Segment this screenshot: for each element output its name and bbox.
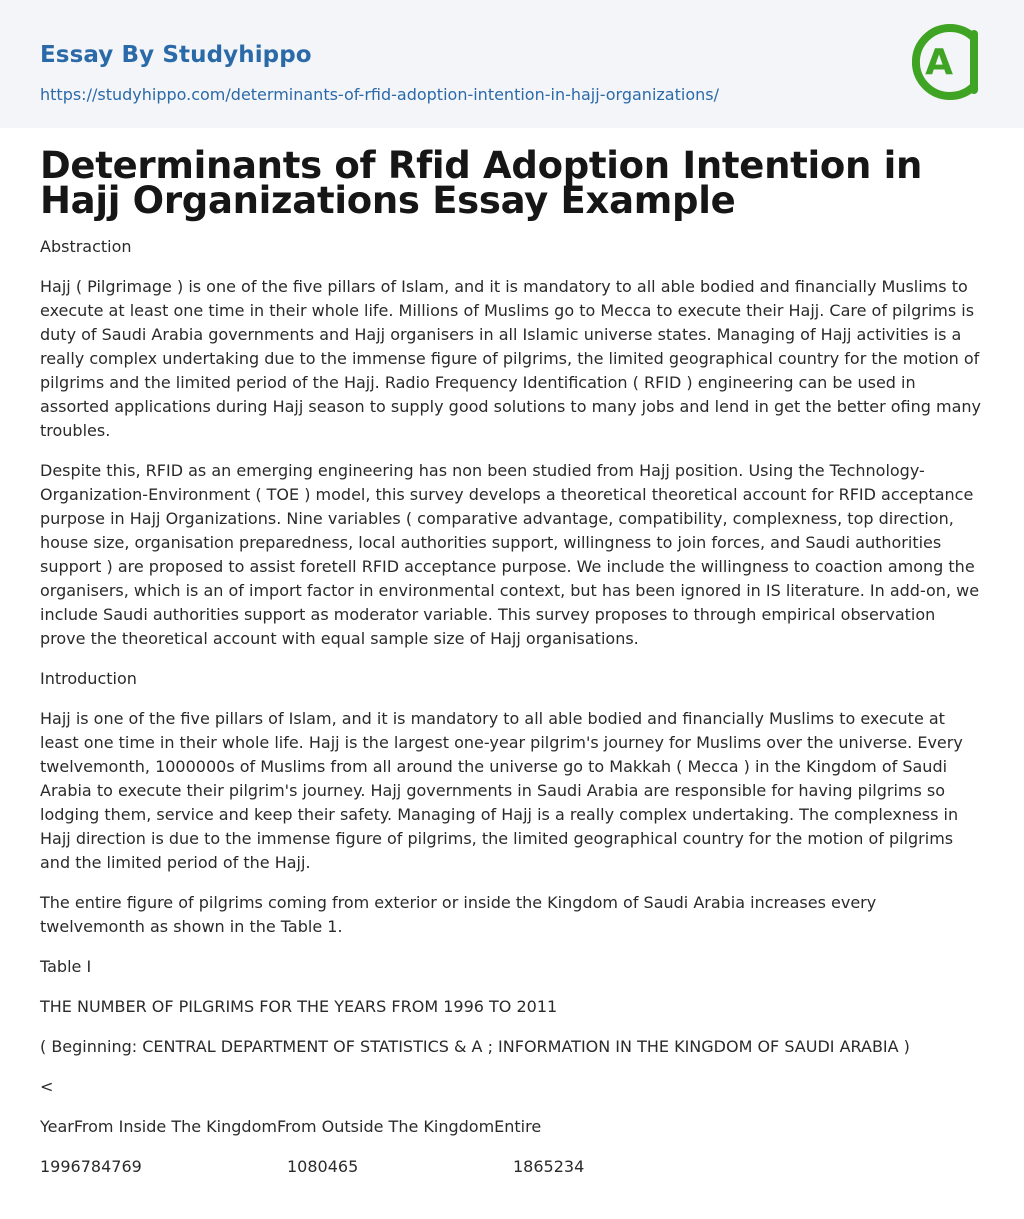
introduction-paragraph-1: Hajj is one of the five pillars of Islam, and it is mandatory to all able bodied and financially Muslims to execute at least one time in their whole life. Hajj is the largest one-year pilgrim's journey for Muslims over the universe. Every twelvemonth, 1000000s of Muslims from all around the universe go to Makkah ( Mecca ) in the Kingdom of Saudi Arabia to execute their pilgrim's journey. Hajj governments in Saudi Arabia are responsible for having pilgrims so lodging them, service and keep their safety. Managing of Hajj is a really complex undertaking. The complexness in Hajj direction is due to the immense figure of pilgrims, the limited geographical country for the motion of pilgrims and the limited period of the Hajj. <box>40 709 963 872</box>
abstract-heading: Abstraction <box>40 237 132 256</box>
studyhippo-logo-icon[interactable] <box>912 18 988 106</box>
table-cell-total: 1865234 <box>513 1157 585 1176</box>
article-title: Determinants of Rfid Adoption Intention in Hajj Organizations Essay Example <box>40 144 923 222</box>
article-url-link[interactable]: https://studyhippo.com/determinants-of-rfid-adoption-intention-in-hajj-organizations/ <box>40 85 719 104</box>
site-header <box>0 0 1024 128</box>
abstract-paragraph-2: Despite this, RFID as an emerging engineering has non been studied from Hajj position. Using the Technology-Organization-Environment ( TOE ) model, this survey develops a theoretical theoretical account for RFID acceptance purpose in Hajj Organizations. Nine variables ( comparative advantage, compatibility, complexness, top direction, house size, organisation preparedness, local authorities support, willingness to join forces, and Saudi authorities support ) are proposed to assist foretell RFID acceptance purpose. We include the willingness to coaction among the organisers, which is an of import factor in environmental context, but has been ignored in IS literature. In add-on, we include Saudi authorities support as moderator variable. This survey proposes to through empirical observation prove the theoretical account with equal sample size of Hajj organisations. <box>40 461 980 648</box>
abstract-paragraph-1: Hajj ( Pilgrimage ) is one of the five pillars of Islam, and it is mandatory to all able bodied and financially Muslims to execute at least one time in their whole life. Millions of Muslims go to Mecca to execute their Hajj. Care of pilgrims is duty of Saudi Arabia governments and Hajj organisers in all Islamic universe states. Managing of Hajj activities is a really complex undertaking due to the immense figure of pilgrims, the limited geographical country for the motion of pilgrims and the limited period of the Hajj. Radio Frequency Identification ( RFID ) engineering can be used in assorted applications during Hajj season to supply good solutions to many jobs and lend in get the better ofing many troubles. <box>40 277 982 440</box>
table-row <box>40 1155 984 1179</box>
stray-character: < <box>40 1077 54 1096</box>
table-cell-year-inside: 1996784769 <box>40 1157 142 1176</box>
table-title: THE NUMBER OF PILGRIMS FOR THE YEARS FROM 1996 TO 2011 <box>40 997 558 1016</box>
table-header-row: YearFrom Inside The KingdomFrom Outside The KingdomEntire <box>40 1117 542 1136</box>
table-cell-outside: 1080465 <box>287 1157 359 1176</box>
table-label: Table I <box>40 957 92 976</box>
table-source: ( Beginning: CENTRAL DEPARTMENT OF STATISTICS & A ; INFORMATION IN THE KINGDOM OF SAUDI ARABIA ) <box>40 1037 910 1056</box>
logo-letter: A <box>925 42 953 83</box>
introduction-heading: Introduction <box>40 669 137 688</box>
article-body <box>0 144 1024 1179</box>
site-brand[interactable]: Essay By Studyhippo <box>40 42 312 68</box>
introduction-paragraph-2: The entire figure of pilgrims coming from exterior or inside the Kingdom of Saudi Arabia increases every twelvemonth as shown in the Table 1. <box>40 893 877 936</box>
